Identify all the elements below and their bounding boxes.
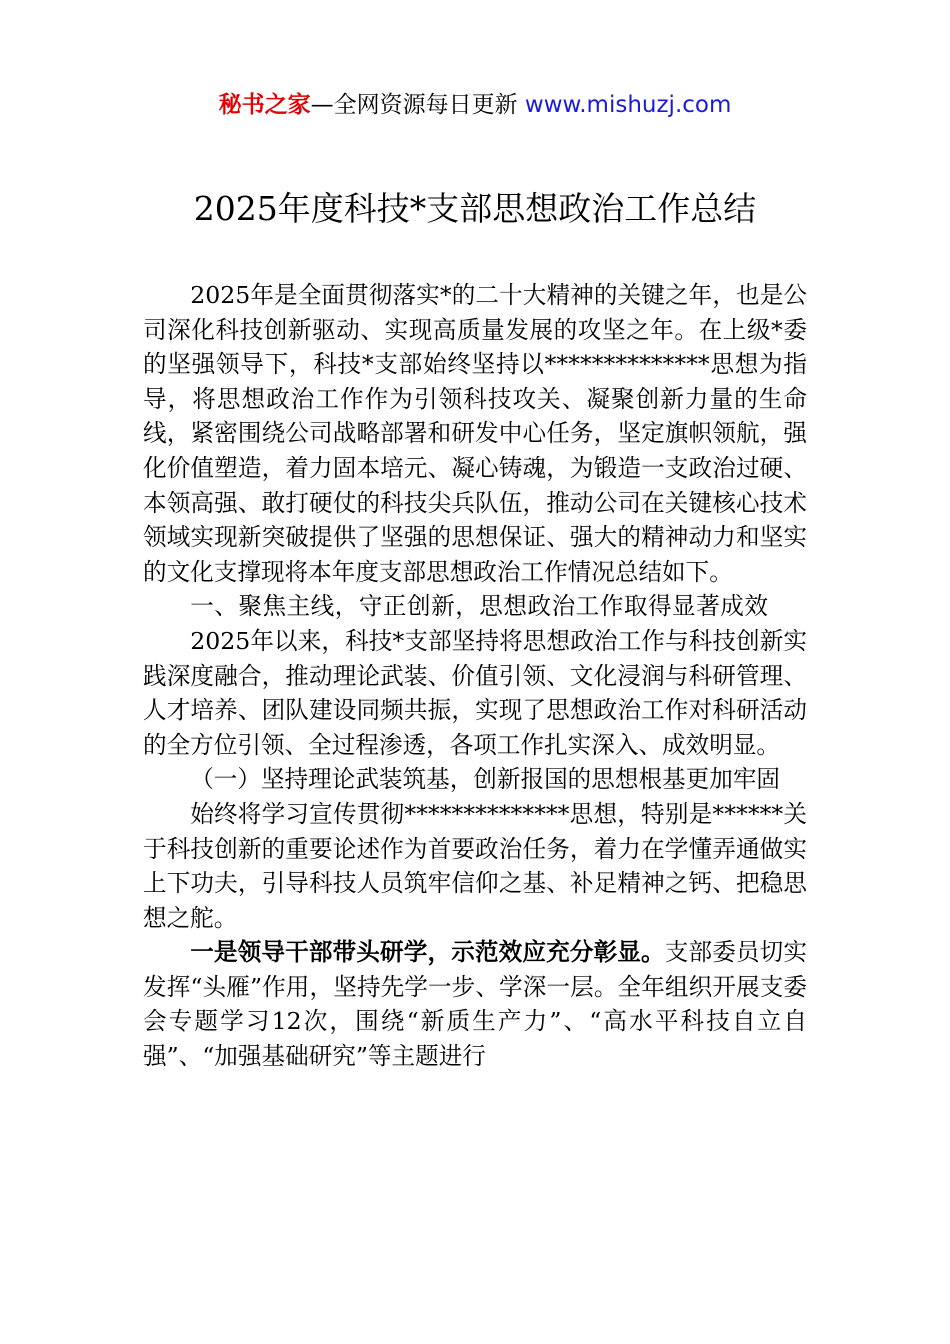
subsection-heading-1: （一）坚持理论武装筑基，创新报国的思想根基更加牢固 — [190, 765, 781, 794]
section-heading-1: 一、聚焦主线，守正创新，思想政治工作取得显著成效 — [190, 592, 769, 621]
point-1-text: 支部委员切实发挥“头雁”作用，坚持先学一步、学深一层。全年组织开展支委会专题学习12次，围绕“新质生产力”、“高水平科技自立自强”、“加强基础研究”等主题进行 — [143, 938, 808, 1071]
document-body — [143, 278, 807, 1074]
point-1-paragraph — [143, 935, 807, 1073]
site-brand: 秘书之家 — [218, 92, 311, 118]
site-url-link[interactable]: www.mishuzj.com — [524, 92, 732, 118]
section-1-paragraph: 2025年以来，科技*支部坚持将思想政治工作与科技创新实践深度融合，推动理论武装、价值引领、文化浸润与科研管理、人才培养、团队建设同频共振，实现了思想政治工作对科研活动的全方位引领、全过程渗透，各项工作扎实深入、成效明显。 — [143, 626, 807, 759]
subsection-1-paragraph: 始终将学习宣传贯彻**************思想，特别是******关于科技创新的重要论述作为首要政治任务，着力在学懂弄通做实上下功夫，引导科技人员筑牢信仰之基、补足精神之钙、把稳思想之舵。 — [143, 799, 807, 932]
intro-paragraph: 2025年是全面贯彻落实*的二十大精神的关键之年，也是公司深化科技创新驱动、实现高质量发展的攻坚之年。在上级*委的坚强领导下，科技*支部始终坚持以**************思想为指导，将思想政治工作作为引领科技攻关、凝聚创新力量的生命线，紧密围绕公司战略部署和研发中心任务，坚定旗帜领航，强化价值塑造，着力固本培元、凝心铸魂，为锻造一支政治过硬、本领高强、敢打硬仗的科技尖兵队伍，推动公司在关键核心技术领域实现新突破提供了坚强的思想保证、强大的精神动力和坚实的文化支撑现将本年度支部思想政治工作情况总结如下。 — [143, 281, 807, 586]
site-tagline: —全网资源每日更新 — [310, 92, 525, 118]
point-1-lead: 一是领导干部带头研学，示范效应充分彰显。 — [190, 938, 665, 967]
site-header — [0, 88, 950, 122]
document-title: 2025年度科技*支部思想政治工作总结 — [193, 189, 757, 228]
